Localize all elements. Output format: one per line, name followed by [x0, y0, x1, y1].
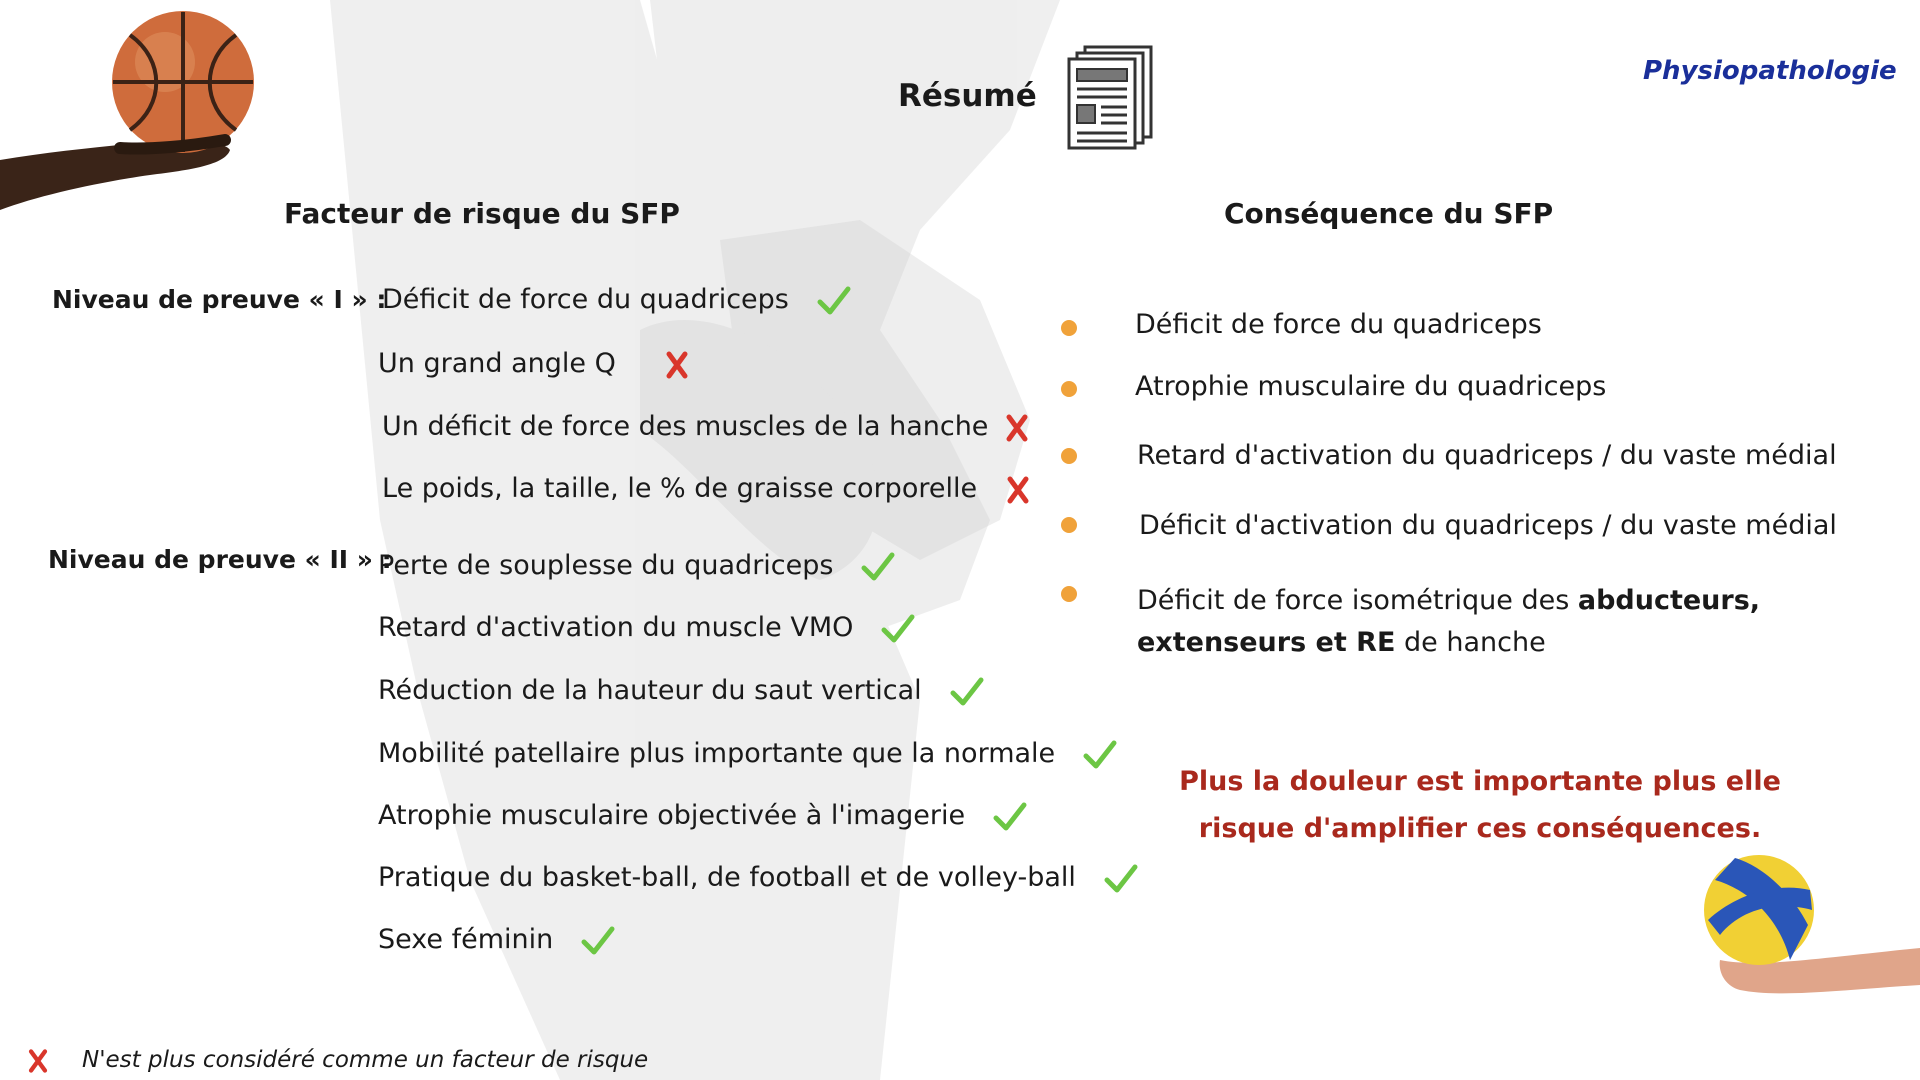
consequence-item: Atrophie musculaire du quadriceps [1135, 371, 1607, 402]
risk-factor-item: Atrophie musculaire objectivée à l'imagerie [378, 800, 1027, 832]
check-icon [581, 926, 615, 956]
risk-factor-item: Retard d'activation du muscle VMO [378, 612, 915, 644]
cross-icon [664, 350, 690, 380]
bullet-icon [1061, 586, 1077, 602]
category-label: Physiopathologie [1643, 56, 1897, 86]
risk-factor-item: Sexe féminin [378, 924, 615, 956]
evidence-level-2-label: Niveau de preuve « II » : [48, 545, 392, 574]
consequences-note [1150, 758, 1810, 853]
consequence-item: Retard d'activation du quadriceps / du vaste médial [1137, 440, 1837, 471]
check-icon [881, 614, 915, 644]
bullet-icon [1061, 448, 1077, 464]
risk-factors-heading: Facteur de risque du SFP [284, 197, 680, 230]
check-icon [1083, 740, 1117, 770]
page-title: Résumé [898, 78, 1037, 114]
check-icon [1104, 864, 1138, 894]
bullet-icon [1061, 320, 1077, 336]
check-icon [950, 677, 984, 707]
bullet-icon [1061, 517, 1077, 533]
legend-text: N'est plus considéré comme un facteur de risque [82, 1047, 649, 1073]
document-icon [1065, 45, 1155, 150]
check-icon [993, 802, 1027, 832]
risk-factor-item: Déficit de force du quadriceps [382, 284, 851, 316]
basketball-hand-image [0, 0, 270, 230]
consequence-item: Déficit de force isométrique des abducteurs, extenseurs et RE de hanche [1137, 585, 1761, 658]
consequence-item: Déficit d'activation du quadriceps / du vaste médial [1139, 510, 1837, 541]
risk-factor-item: Un grand angle Q [378, 348, 690, 380]
cross-icon [26, 1048, 50, 1074]
risk-factor-item: Mobilité patellaire plus importante que la normale [378, 738, 1117, 770]
volleyball-hand-image [1680, 840, 1920, 1000]
risk-factor-item: Réduction de la hauteur du saut vertical [378, 675, 984, 707]
consequences-heading: Conséquence du SFP [1224, 197, 1554, 230]
check-icon [817, 286, 851, 316]
risk-factor-item: Pratique du basket-ball, de football et de volley-ball [378, 862, 1138, 894]
evidence-level-1-label: Niveau de preuve « I » : [52, 285, 387, 314]
note-line: Plus la douleur est importante plus elle [1179, 766, 1781, 797]
cross-icon [1005, 475, 1031, 505]
risk-factor-item: Un déficit de force des muscles de la hanche [382, 411, 1030, 443]
risk-factor-item: Le poids, la taille, le % de graisse corporelle [382, 473, 1031, 505]
note-line: risque d'amplifier ces conséquences. [1198, 813, 1762, 845]
bullet-icon [1061, 381, 1077, 397]
consequence-item: Déficit de force du quadriceps [1135, 309, 1542, 340]
check-icon [861, 552, 895, 582]
risk-factor-item: Perte de souplesse du quadriceps [378, 550, 895, 582]
cross-icon [1004, 413, 1030, 443]
